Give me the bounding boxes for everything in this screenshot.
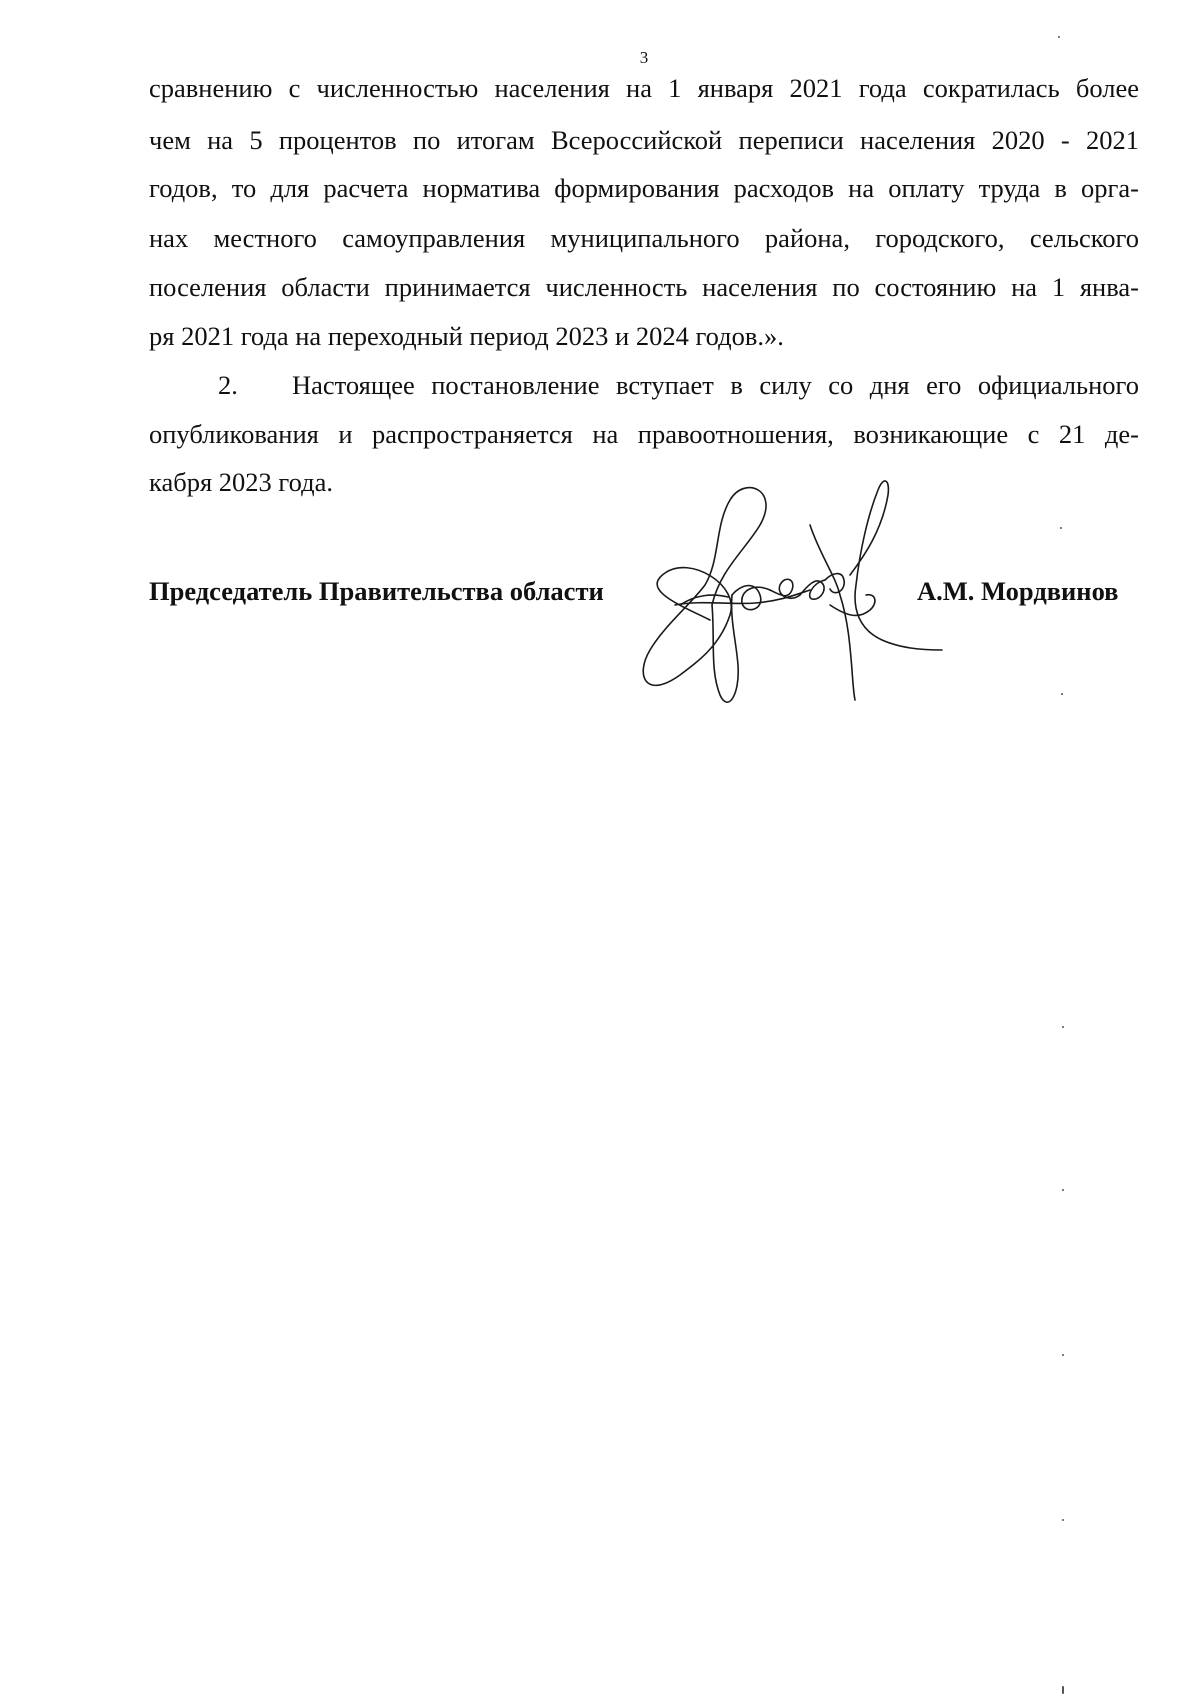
page-number: 3 [639, 48, 649, 67]
signatory-title: Председатель Правительства области [149, 576, 604, 606]
scan-speck [1062, 1519, 1064, 1521]
text-line: ря 2021 года на переходный период 2023 и 2024 годов.». [149, 321, 784, 351]
text-line: поселения области принимается численность населения по состоянию на 1 янва- [149, 272, 1139, 302]
signatory-name: А.М. Мордвинов [917, 576, 1119, 606]
handwritten-signature [620, 455, 950, 715]
text-line: нах местного самоуправления муниципального района, городского, сельского [149, 223, 1139, 253]
text-line: кабря 2023 года. [149, 467, 333, 497]
text-line: чем на 5 процентов по итогам Всероссийской переписи населения 2020 - 2021 [149, 125, 1139, 155]
scan-speck [1062, 1354, 1064, 1356]
text-line: годов, то для расчета норматива формирования расходов на оплату труда в орга- [149, 173, 1139, 203]
scan-speck [1060, 527, 1062, 529]
item-number: 2. [218, 370, 238, 400]
text-line: опубликования и распространяется на правоотношения, возникающие с 21 де- [149, 419, 1139, 449]
text-line: Настоящее постановление вступает в силу со дня его официального [292, 370, 1139, 400]
scan-speck [1061, 693, 1063, 695]
text-line: сравнению с численностью населения на 1 января 2021 года сократилась более [149, 73, 1139, 103]
scan-speck [1058, 36, 1060, 38]
scan-speck [1062, 1026, 1064, 1028]
scan-speck [1062, 1189, 1064, 1191]
scan-speck [1062, 1686, 1064, 1694]
